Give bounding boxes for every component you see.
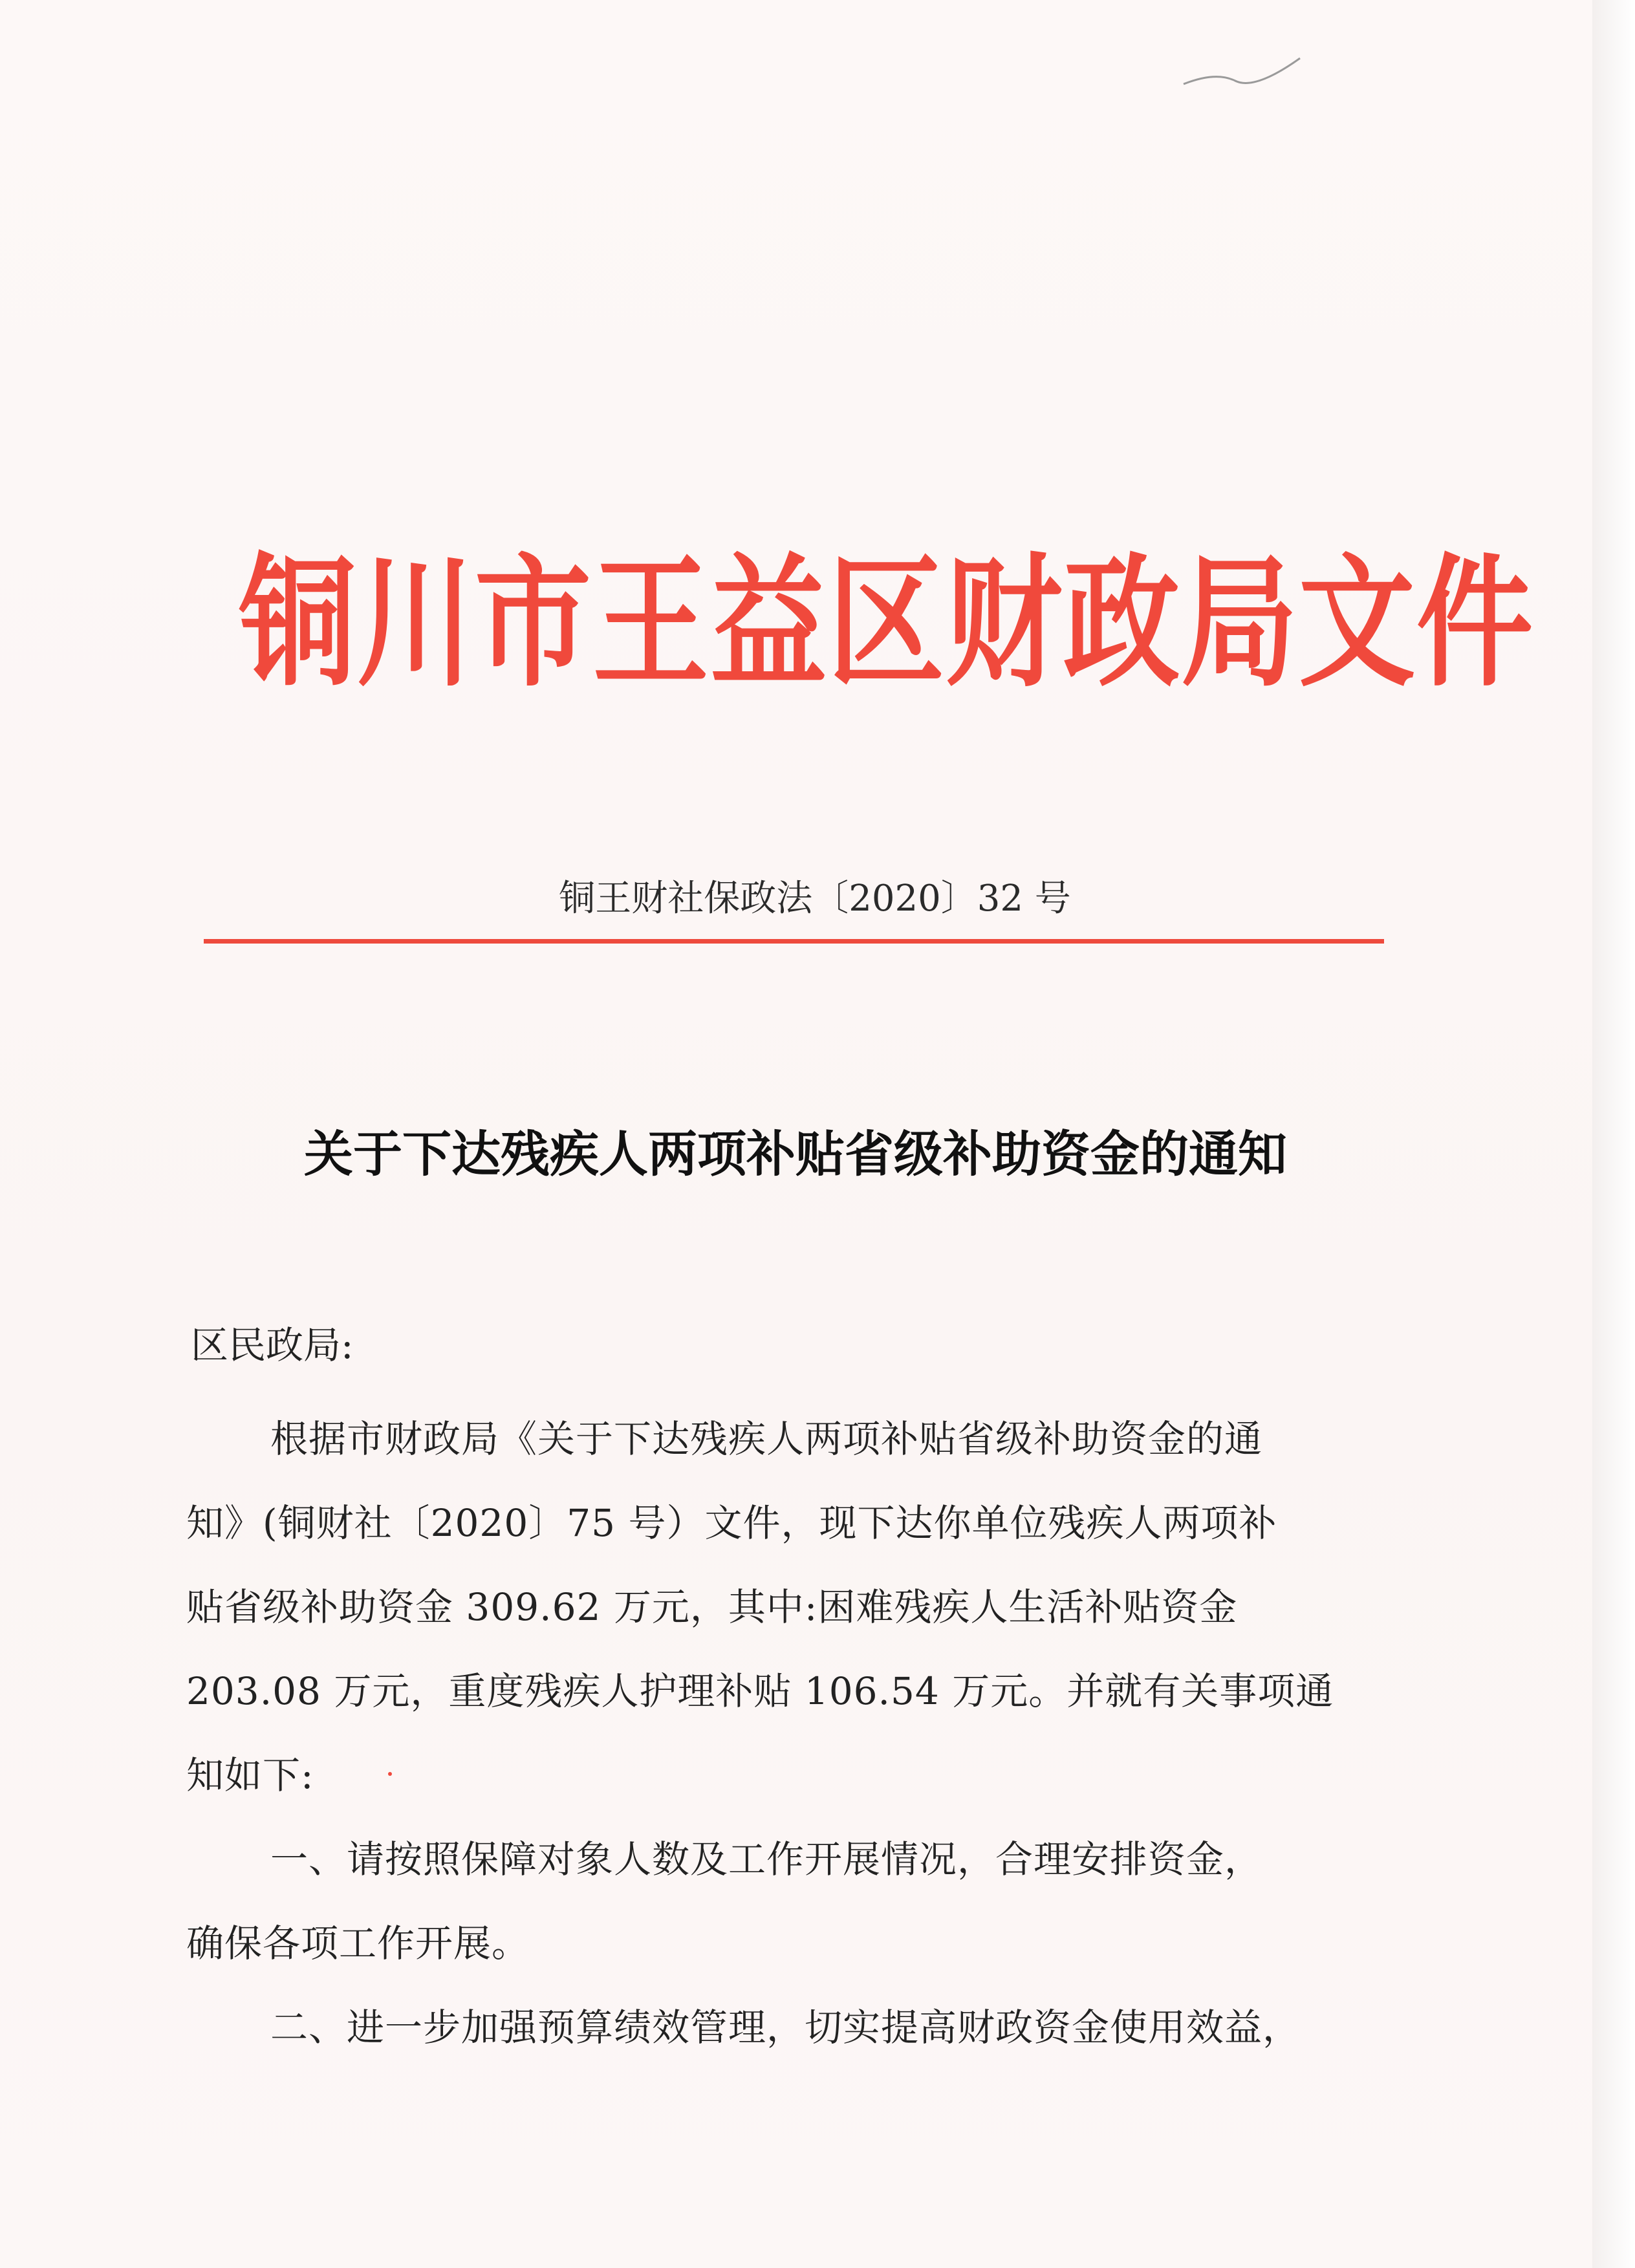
paragraph-line: 一、请按照保障对象人数及工作开展情况，合理安排资金，	[270, 1837, 1263, 1881]
document-number: 铜王财社保政法〔2020〕32 号	[559, 878, 1071, 920]
paragraph-line: 贴省级补助资金 309.62 万元，其中:困难残疾人生活补贴资金	[186, 1585, 1238, 1629]
body-paragraph-3	[186, 1985, 1396, 2069]
red-divider-line	[204, 939, 1384, 944]
paragraph-line: 二、进一步加强预算绩效管理，切实提高财政资金使用效益，	[270, 2005, 1301, 2049]
addressee: 区民政局:	[191, 1323, 354, 1367]
ink-speck	[388, 1772, 392, 1776]
paragraph-line: 根据市财政局《关于下达残疾人两项补贴省级补助资金的通	[270, 1417, 1263, 1461]
document-title: 关于下达残疾人两项补贴省级补助资金的通知	[304, 1125, 1287, 1183]
paragraph-line: 知》(铜财社〔2020〕75 号）文件，现下达你单位残疾人两项补	[186, 1501, 1277, 1545]
paragraph-line: 确保各项工作开展。	[186, 1921, 530, 1965]
paragraph-line: 知如下:	[186, 1753, 314, 1797]
body-paragraph-1	[186, 1397, 1396, 1817]
body-paragraph-2	[186, 1817, 1396, 1985]
pen-scribble-mark	[1177, 45, 1306, 97]
scan-edge	[1592, 0, 1635, 2268]
paragraph-line: 203.08 万元，重度残疾人护理补贴 106.54 万元。并就有关事项通	[186, 1669, 1334, 1713]
issuing-authority-header: 铜川市王益区财政局文件	[239, 541, 1535, 706]
